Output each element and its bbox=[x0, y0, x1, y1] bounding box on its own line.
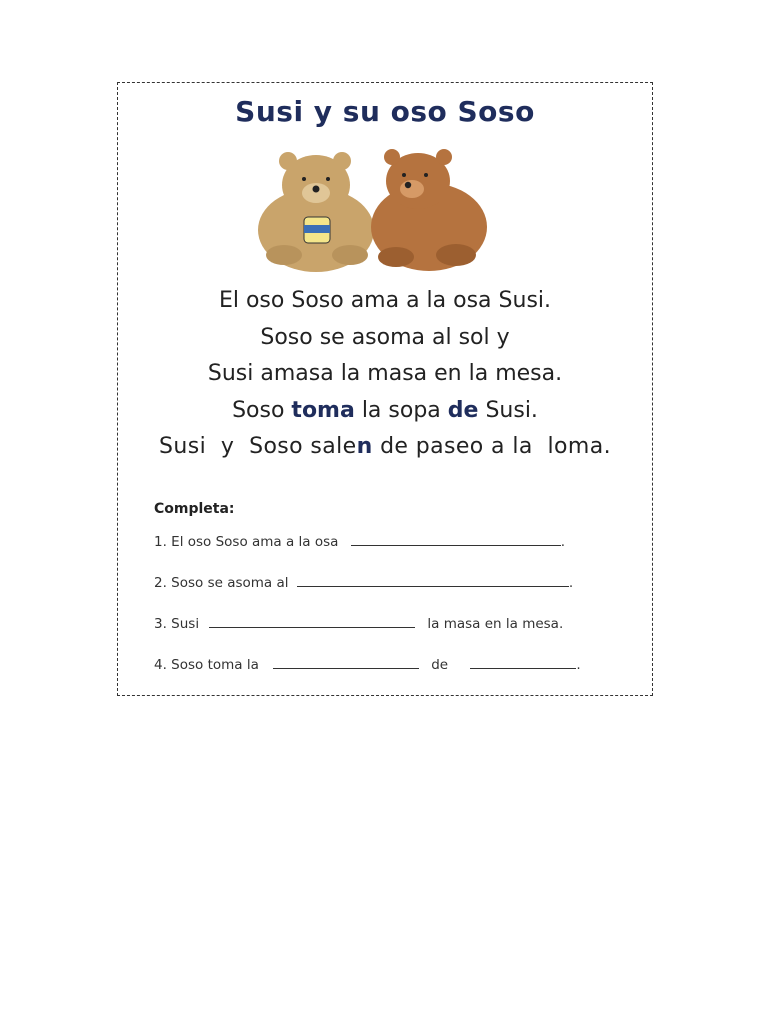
tan-bear-icon bbox=[258, 152, 374, 272]
story-text-segment: Susi y Soso sale bbox=[159, 434, 357, 459]
question-2 bbox=[154, 572, 624, 613]
question-text-end: la masa en la mesa. bbox=[427, 616, 564, 632]
question-end: . bbox=[576, 657, 581, 673]
exercise-section bbox=[154, 501, 624, 695]
worksheet-title: Susi y su oso Soso bbox=[235, 95, 535, 128]
story-text-segment: Susi. bbox=[478, 397, 538, 423]
question-3 bbox=[154, 613, 624, 654]
highlight-word: de bbox=[447, 397, 479, 423]
answer-blank[interactable] bbox=[351, 531, 561, 546]
answer-blank[interactable] bbox=[297, 572, 569, 587]
story-line-4 bbox=[118, 393, 652, 430]
question-text: 3. Susi bbox=[154, 616, 200, 632]
question-end: . bbox=[568, 575, 574, 591]
exercise-title: Completa: bbox=[154, 501, 235, 517]
question-text: 2. Soso se asoma al bbox=[154, 575, 289, 591]
highlight-letter: n bbox=[356, 434, 373, 459]
story-text-segment: de paseo a la loma. bbox=[372, 434, 611, 459]
question-mid: de bbox=[431, 657, 449, 673]
story-text-segment: la sopa bbox=[354, 397, 448, 423]
brown-bear-icon bbox=[371, 149, 487, 271]
highlight-word: toma bbox=[291, 397, 355, 423]
bears-illustration bbox=[246, 145, 491, 275]
story-text-segment: Soso bbox=[232, 397, 292, 423]
story-text bbox=[118, 283, 652, 466]
story-line-5 bbox=[112, 429, 658, 466]
answer-blank[interactable] bbox=[470, 654, 576, 669]
question-text: 4. Soso toma la bbox=[154, 657, 259, 673]
worksheet bbox=[117, 82, 653, 696]
story-line-2: Soso se asoma al sol y bbox=[260, 324, 510, 350]
question-1 bbox=[154, 531, 624, 572]
story-line-3: Susi amasa la masa en la mesa. bbox=[207, 361, 563, 386]
question-4 bbox=[154, 654, 624, 695]
answer-blank[interactable] bbox=[273, 654, 419, 669]
question-text: 1. El oso Soso ama a la osa bbox=[154, 534, 339, 550]
answer-blank[interactable] bbox=[209, 613, 415, 628]
story-line-1: El oso Soso ama a la osa Susi. bbox=[218, 288, 552, 313]
question-end: . bbox=[560, 534, 566, 550]
